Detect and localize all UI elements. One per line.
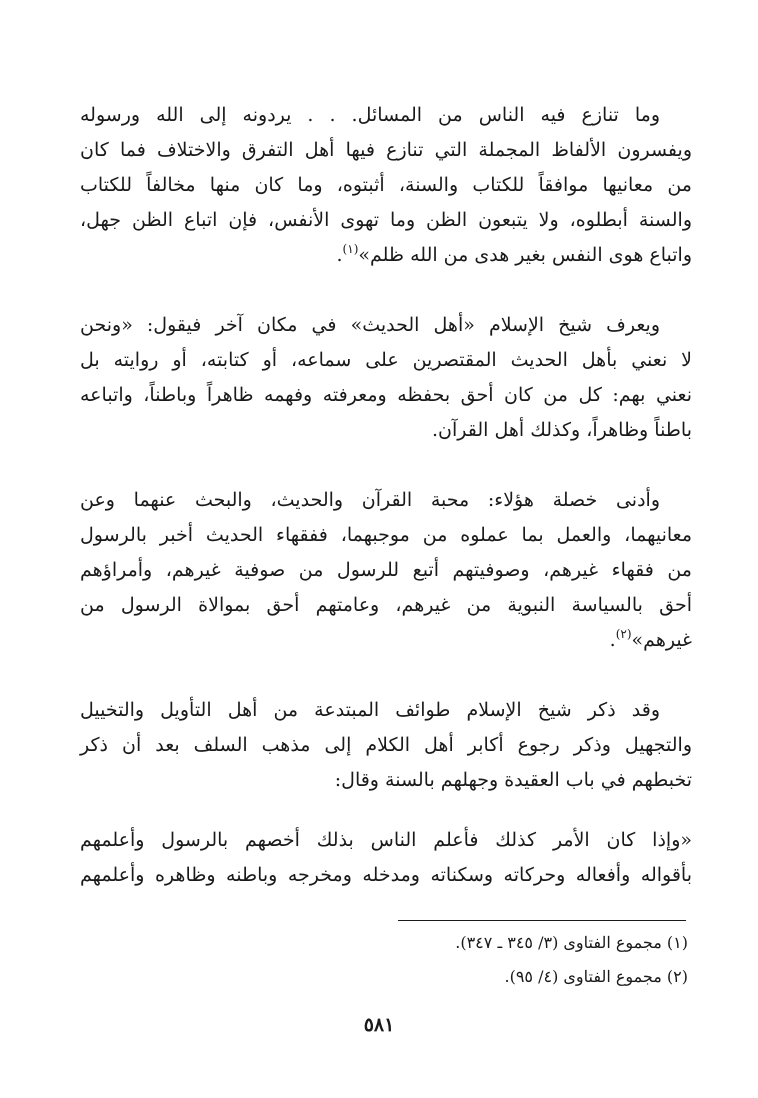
paragraph-2 — [80, 308, 692, 448]
text-line: من معانيها موافقاً للكتاب والسنة، أثبتوه، وما كان منها مخالفاً للكتاب — [80, 174, 692, 196]
line-text: غيرهم» — [631, 629, 692, 651]
footnotes — [200, 926, 688, 994]
footnote-1: (١) مجموع الفتاوى (٣/ ٣٤٥ ـ ٣٤٧). — [455, 933, 688, 952]
paragraph-4 — [80, 693, 692, 798]
text-line: أحق بالسياسة النبوية من غيرهم، وعامتهم أحق بموالاة الرسول من — [80, 594, 692, 616]
text-line: وقد ذكر شيخ الإسلام طوائف المبتدعة من أهل التأويل والتخييل — [80, 699, 660, 721]
page-number: ٥٨١ — [363, 1014, 395, 1036]
text-line: والسنة أبطلوه، ولا يتبعون الظن وما تهوى الأنفس، فإن اتباع الظن جهل، — [80, 209, 692, 231]
line-text: واتباع هوى النفس بغير هدى من الله ظلم» — [358, 244, 692, 266]
text-line: وأدنى خصلة هؤلاء: محبة القرآن والحديث، والبحث عنهما وعن — [80, 489, 660, 511]
text-line: «وإذا كان الأمر كذلك فأعلم الناس بذلك أخصهم بالرسول وأعلمهم — [80, 829, 692, 851]
paragraph-1 — [80, 98, 692, 273]
text-line: ويفسرون الألفاظ المجملة التي تنازع فيها أهل التفرق والاختلاف فما كان — [80, 139, 692, 161]
text-line: لا نعني بأهل الحديث المقتصرين على سماعه، أو كتابته، أو روايته بل — [80, 349, 692, 371]
text-line: تخبطهم في باب العقيدة وجهلهم بالسنة وقال: — [334, 769, 692, 791]
paragraph-5 — [80, 823, 692, 893]
line-tail: . — [336, 244, 343, 266]
text-line: باطناً وظاهراً، وكذلك أهل القرآن. — [432, 419, 692, 441]
line-tail: . — [609, 629, 616, 651]
paragraph-3 — [80, 483, 692, 658]
footnote-reference: (٢) — [615, 627, 632, 641]
text-line: ويعرف شيخ الإسلام «أهل الحديث» في مكان آخر فيقول: «ونحن — [80, 314, 660, 336]
footnote-reference: (١) — [342, 242, 359, 256]
text-line: من فقهاء غيرهم، وصوفيتهم أتبع للرسول من صوفية غيرهم، وأمراؤهم — [80, 559, 692, 581]
text-line — [80, 623, 692, 658]
text-line — [80, 238, 692, 273]
text-line: وما تنازع فيه الناس من المسائل. . . يردونه إلى الله ورسوله — [80, 104, 660, 126]
text-line: والتجهيل وذكر رجوع أكابر أهل الكلام إلى مذهب السلف بعد أن ذكر — [80, 734, 692, 756]
text-line: معانيهما، والعمل بما عملوه من موجبهما، ففقهاء الحديث أخبر بالرسول — [80, 524, 692, 546]
text-line: بأقواله وأفعاله وحركاته وسكناته ومدخله ومخرجه وباطنه وظاهره وأعلمهم — [80, 864, 692, 886]
footnote-2: (٢) مجموع الفتاوى (٤/ ٩٥). — [504, 967, 688, 986]
footnote-separator — [398, 920, 686, 921]
text-line: نعني بهم: كل من كان أحق بحفظه ومعرفته وفهمه ظاهراً وباطناً، واتباعه — [80, 384, 692, 406]
